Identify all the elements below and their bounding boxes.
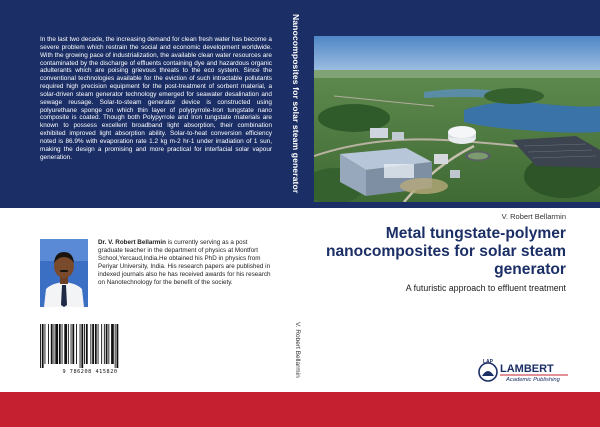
author-bio-text: is currently serving as a post graduate teacher in the department of physics at Montfort School,Yercaud,India.He obtained his PhD in physics from Periyar University, India. His research papers are published in indexed journals also he has received awards for his research on Nanotechnology for the benefit of the society.	[98, 239, 271, 286]
barcode-bar	[42, 324, 44, 368]
book-subtitle: A futuristic approach to effluent treatment	[405, 283, 566, 293]
barcode-bar	[81, 324, 83, 368]
back-cover-blurb: In the last two decade, the increasing demand for clean fresh water has become a severe problem which restrain the social and economic development worldwide. With the growing pace of industrialization, the available clean water resources are contaminated by the discharge of effluents containing dye and hazardous organic adulterants which are poising grievous threats to the eco system. Since the conventional technologies available for the eviction of such intractable pollutants required high precision equipment for the post-treatment of sorbent material, a solar-driven steam generator technology emerged for seawater desalination and sewage reusage. Solar-to-steam generator device is constructed using polyurethane sponge on which thin layer of polypyrrole-Iron tungstate nano composite is coated. Though both Polypyrrole and Iron tungstate materials are known to possess excellent broadband light absorption, their combination exhibited improved light absorption ability. Solar-to-heat conversion efficiency noted is 86.9% with evaporation rate 1.2 kg m-2 hr-1 under irradiation of 1 sun, making the design a promising and more practical for interfacial solar vapour generation.	[40, 36, 272, 161]
isbn-barcode	[38, 324, 142, 374]
barcode-bar	[104, 324, 105, 364]
barcode-bar	[108, 324, 109, 364]
barcode-bar	[62, 324, 63, 364]
book-title: Metal tungstate-polymer nanocomposites for solar steam generator	[325, 225, 566, 278]
barcode-bar	[54, 324, 55, 364]
barcode-bar	[55, 324, 58, 364]
barcode-bar	[68, 324, 69, 364]
front-author: V. Robert Bellarmin	[501, 212, 566, 221]
barcode-bar	[72, 324, 74, 364]
author-portrait	[40, 239, 88, 307]
barcode-bar	[71, 324, 72, 364]
publisher-logo-mark: LAP	[483, 359, 493, 365]
barcode-bar	[92, 324, 94, 364]
publisher-tagline: Academic Publishing	[506, 377, 560, 383]
barcode-bar	[76, 324, 77, 364]
author-bio-name: Dr. V. Robert Bellarmin	[98, 239, 167, 246]
barcode-bar	[98, 324, 99, 364]
barcode-bar	[95, 324, 97, 364]
barcode-bar	[86, 324, 88, 364]
bottom-band	[0, 392, 600, 427]
isbn-digits: 9 786208 415820	[62, 369, 118, 375]
lambert-logo	[478, 356, 570, 386]
barcode-bar	[51, 324, 53, 364]
spine-title: Nanocomposites for solar steam generator	[291, 14, 301, 194]
author-portrait-image	[40, 239, 88, 307]
barcode-bar	[80, 324, 81, 368]
spine-author: V. Robert Bellarmin	[294, 322, 301, 378]
publisher-name: LAMBERT	[500, 363, 554, 375]
barcode-bar	[40, 324, 41, 368]
barcode-bar	[101, 324, 102, 364]
cover-photo	[314, 36, 600, 202]
barcode-bar	[59, 324, 61, 364]
barcode-bar	[111, 324, 114, 364]
barcode-bar	[48, 324, 49, 364]
aerial-industrial-photo	[314, 36, 600, 202]
barcode-bar	[106, 324, 108, 364]
publisher-logo	[478, 356, 570, 386]
barcode-bar	[117, 324, 119, 368]
barcode-bar	[45, 324, 46, 364]
author-bio	[98, 239, 274, 287]
barcode-bar	[115, 324, 116, 368]
barcode-bars	[38, 324, 142, 368]
barcode-bar	[64, 324, 67, 364]
barcode-bar	[90, 324, 91, 364]
barcode-bar	[84, 324, 85, 364]
